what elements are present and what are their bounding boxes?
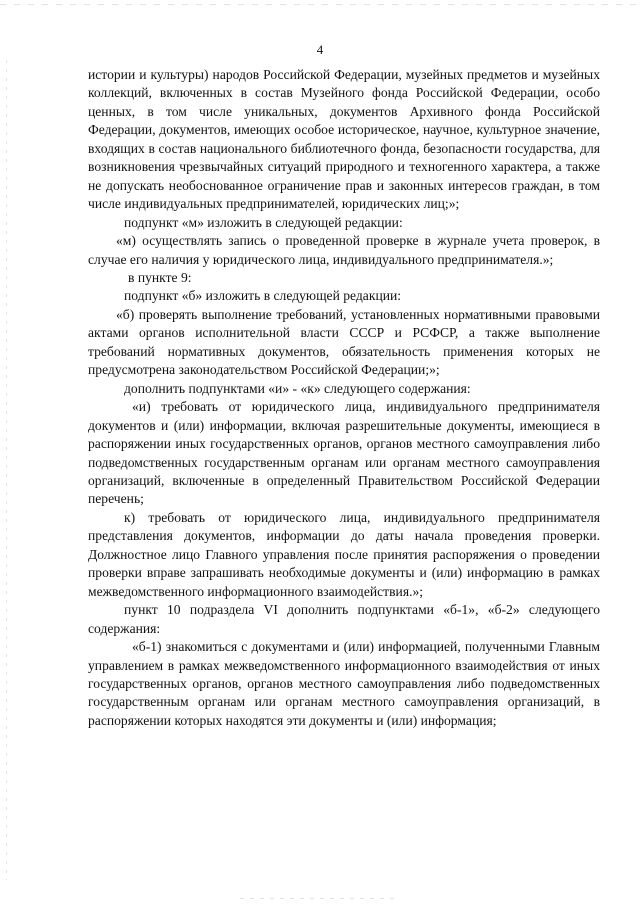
scan-edge-top (0, 4, 640, 5)
page-number: 4 (316, 42, 324, 57)
paragraph-item-10-intro: пункт 10 подраздела VI дополнить подпунктами «б-1», «б-2» следующего содержания: (88, 602, 600, 636)
scan-edge-bottom (240, 898, 400, 899)
paragraph-subitem-b-intro: подпункт «б» изложить в следующей редакции: (124, 288, 402, 304)
paragraph-subitem-i: «и) требовать от юридического лица, индивидуального предпринимателя документов и (или) информации, включая разрешительные документы, имеющиеся в распоряжении иных государственных органов, органов местного самоуправления либо подведомственных государственным органам или органам местного самоуправления организаций, включенные в определенный Правительством Российской Федерации перечень; (88, 399, 600, 507)
document-body (88, 66, 600, 730)
paragraph-subitem-b1: «б-1) знакомиться с документами и (или) информацией, полученными Главным управлением в рамках межведомственного информационного взаимодействия от иных государственных органов, органов местного самоуправления либо подведомственных государственным органам или органам местного самоуправления организаций, в распоряжении которых находятся эти документы и (или) информация; (88, 639, 600, 728)
scan-edge-left (6, 60, 7, 880)
paragraph-subitem-k: к) требовать от юридического лица, индивидуального предпринимателя представления документов, информации до даты начала проведения проверки. Должностное лицо Главного управления после принятия распоряжения о проведении проверки вправе запрашивать необходимые документы и (или) информацию в рамках межведомственного информационного взаимодействия.»; (88, 509, 600, 599)
paragraph-continuation: истории и культуры) народов Российской Федерации, музейных предметов и музейных коллекций, включенных в состав Музейного фонда Российской Федерации, особо ценных, в том числе уникальных, документов Архивного фонда Российской Федерации, документов, имеющих особое историческое, научное, культурное значение, входящих в состав национального библиотечного фонда, безопасности государства, для возникновения чрезвычайных ситуаций природного и техногенного характера, а также не допускать необоснованное ограничение прав и законных интересов граждан, в том числе индивидуальных предпринимателей, юридических лиц;»; (88, 67, 600, 212)
paragraph-add-subitems-intro: дополнить подпунктами «и» - «к» следующего содержания: (124, 380, 471, 396)
paragraph-subitem-m-intro: подпункт «м» изложить в следующей редакции: (124, 214, 403, 230)
paragraph-item-9: в пункте 9: (128, 269, 192, 285)
paragraph-subitem-m: «м) осуществлять запись о проведенной проверке в журнале учета проверок, в случае его наличия у юридического лица, индивидуального предпринимателя.»; (88, 233, 600, 267)
paragraph-subitem-b: «б) проверять выполнение требований, установленных нормативными правовыми актами органов исполнительной власти СССР и РСФСР, а также выполнение требований нормативных документов, обязательность применения которых не предусмотрена законодательством Российской Федерации;»; (88, 306, 600, 378)
